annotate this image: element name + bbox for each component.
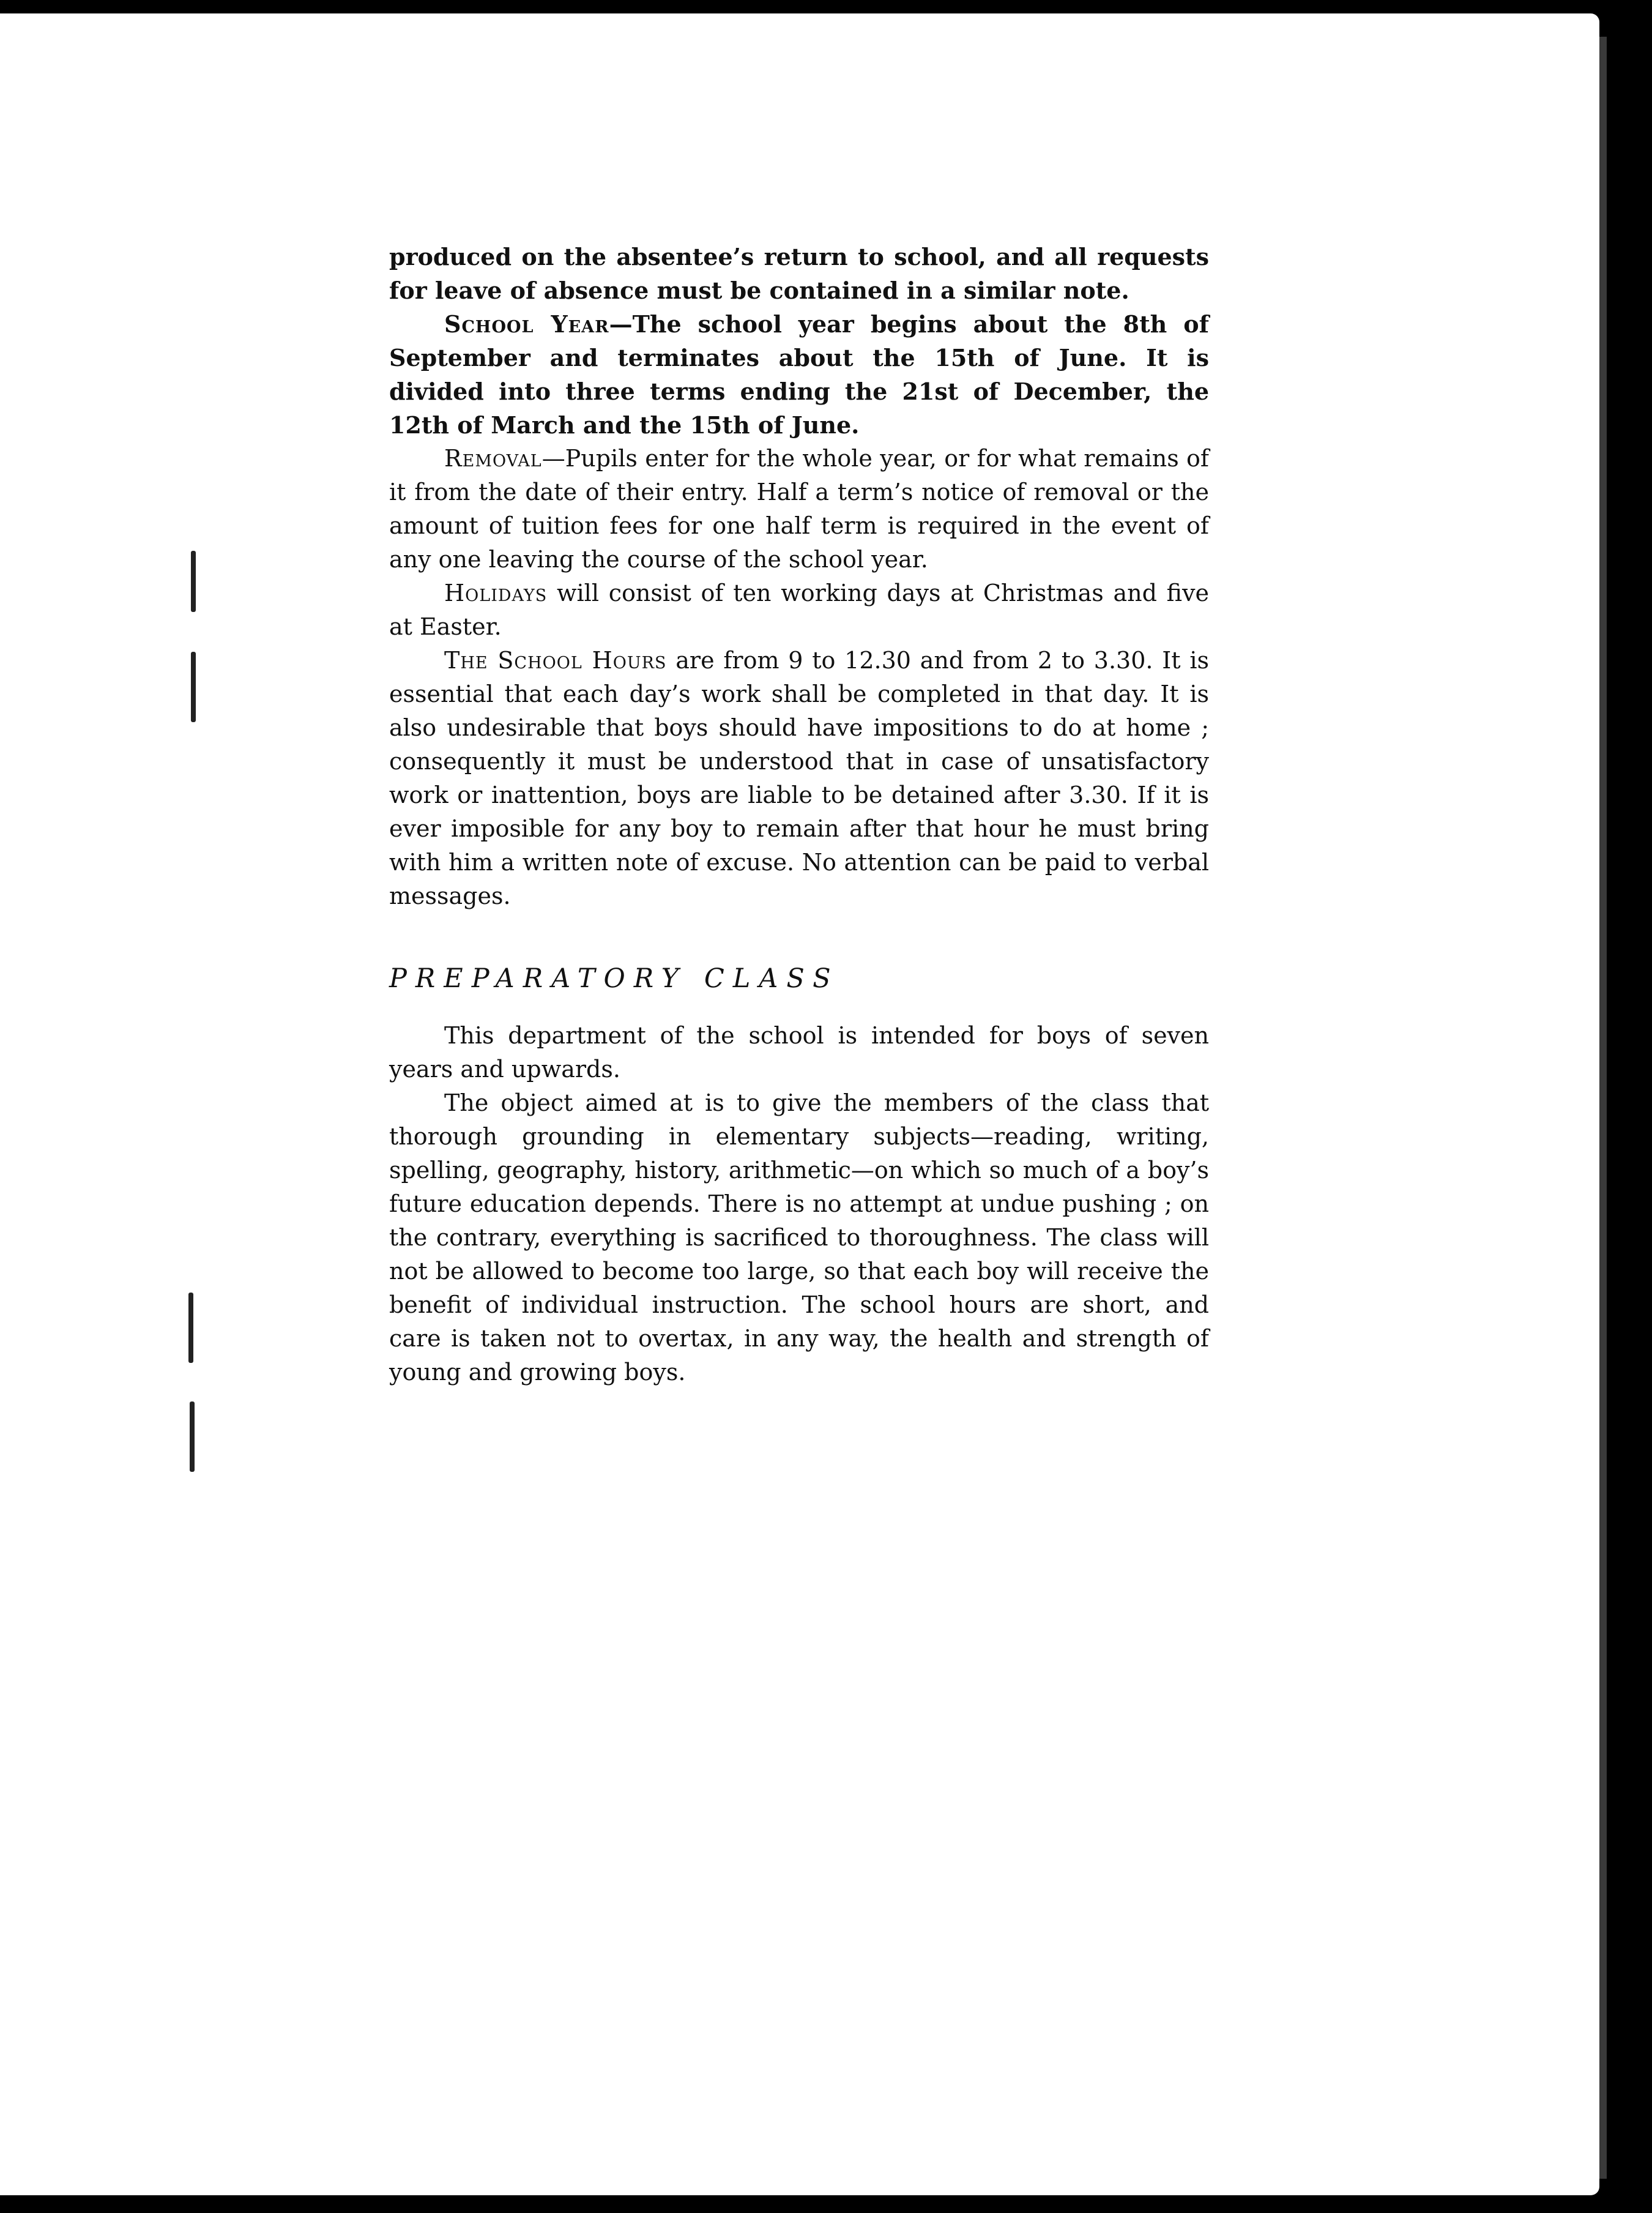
paragraph-text: produced on the absentee’s return to school, and all requests for leave of absence must be contained in a similar note. <box>389 243 1209 304</box>
binding-mark <box>191 551 196 612</box>
paragraph-holidays <box>389 577 1209 644</box>
scan-speck <box>860 2 879 12</box>
paragraph-text: —The school year begins about the 8th of September and terminates about the 15th of June. It is divided into three terms ending the 21st of December, the 12th of March and the 15th of June. <box>389 310 1209 439</box>
paragraph <box>389 1086 1209 1389</box>
paragraph-removal <box>389 442 1209 577</box>
binding-mark <box>188 1293 193 1363</box>
paragraph-text: —Pupils enter for the whole year, or for what remains of it from the date of their entry. Half a term’s notice of removal or the amount of tuition fees for one half term is required in the event of any one leaving the course of the school year. <box>389 445 1209 573</box>
run-in-heading: The School Hours <box>444 647 667 674</box>
run-in-heading: Removal <box>444 445 542 472</box>
paragraph <box>389 240 1209 307</box>
paragraph-text: are from 9 to 12.30 and from 2 to 3.30. It is essential that each day’s work shall be completed in that day. It is also undesirable that boys should have impositions to do at home ; consequently it must be understood that in case of unsatisfactory work or inattention, boys are liable to be detained after 3.30. If it is ever imposible for any boy to remain after that hour he must bring with him a written note of excuse. No attention can be paid to verbal messages. <box>389 647 1209 909</box>
page-body <box>389 240 1209 1389</box>
paragraph-school-hours <box>389 644 1209 913</box>
paragraph <box>389 1019 1209 1086</box>
run-in-heading: Holidays <box>444 580 548 606</box>
scan-speck <box>951 2197 960 2209</box>
paper-edge-shadow <box>1599 37 1607 2179</box>
binding-mark <box>191 652 196 722</box>
binding-mark <box>190 1401 195 1472</box>
run-in-heading: School Year <box>444 310 609 338</box>
paragraph-text: will consist of ten working days at Christmas and five at Easter. <box>389 580 1209 640</box>
paragraph-text: The object aimed at is to give the members of the class that thorough grounding in elementary subjects—reading, writing, spelling, geography, history, arithmetic—on which so much of a boy’s future education depends. There is no attempt at undue pushing ; on the contrary, everything is sacrificed to thoroughness. The class will not be allowed to become too large, so that each boy will receive the benefit of individual instruction. The school hours are short, and care is taken not to overtax, in any way, the health and strength of young and growing boys. <box>389 1089 1209 1386</box>
paragraph-text: This department of the school is intended for boys of seven years and upwards. <box>389 1022 1209 1083</box>
paragraph-school-year <box>389 307 1209 442</box>
section-heading: PREPARATORY CLASS <box>389 963 839 994</box>
